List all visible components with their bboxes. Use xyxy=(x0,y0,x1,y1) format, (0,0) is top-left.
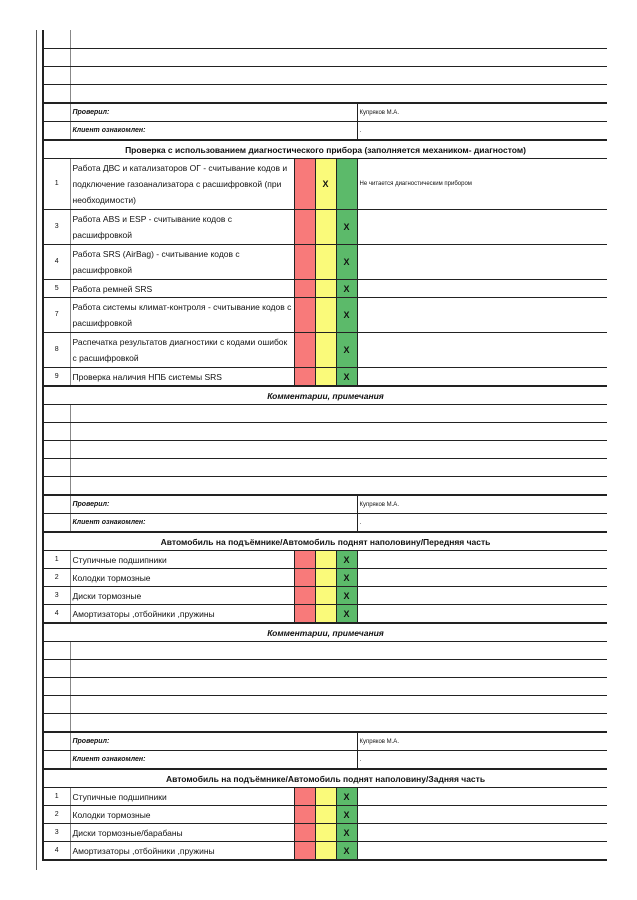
client-value[interactable]: . xyxy=(357,751,607,770)
checked-by-label: Проверил: xyxy=(70,103,357,122)
item-text: Работа системы климат-контроля - считывание кодов с расшифровкой xyxy=(70,298,294,333)
section-header-front xyxy=(43,532,607,551)
status-green[interactable]: X xyxy=(336,587,357,605)
status-red[interactable] xyxy=(294,280,315,298)
checked-by-label: Проверил: xyxy=(70,732,357,751)
comment-cell[interactable] xyxy=(70,67,607,85)
status-yellow[interactable]: X xyxy=(315,159,336,210)
comment-row xyxy=(43,49,607,67)
item-number: 9 xyxy=(43,368,70,387)
client-label: Клиент ознакомлен: xyxy=(70,122,357,141)
section-title: Автомобиль на подъёмнике/Автомобиль поднят наполовину/Передняя часть xyxy=(43,532,607,551)
item-text: Амортизаторы ,отбойники ,пружины xyxy=(70,842,294,861)
status-green[interactable]: X xyxy=(336,368,357,387)
comment-cell[interactable] xyxy=(70,477,607,496)
item-number: 7 xyxy=(43,298,70,333)
check-item xyxy=(43,824,607,842)
item-text: Проверка наличия НПБ системы SRS xyxy=(70,368,294,387)
status-green[interactable]: X xyxy=(336,210,357,245)
comment-row xyxy=(43,696,607,714)
checked-by-value[interactable]: Купряков М.А. xyxy=(357,103,607,122)
check-item xyxy=(43,280,607,298)
client-row xyxy=(43,514,607,533)
item-note[interactable]: Не читается диагностическим прибором xyxy=(357,159,607,210)
checked-by-row xyxy=(43,495,607,514)
comments-header xyxy=(43,623,607,642)
item-note[interactable] xyxy=(357,806,607,824)
status-red[interactable] xyxy=(294,587,315,605)
status-yellow[interactable] xyxy=(315,333,336,368)
item-number: 1 xyxy=(43,159,70,210)
status-yellow[interactable] xyxy=(315,605,336,624)
item-number: 3 xyxy=(43,587,70,605)
item-number: 1 xyxy=(43,788,70,806)
status-green[interactable]: X xyxy=(336,806,357,824)
check-item xyxy=(43,551,607,569)
status-yellow[interactable] xyxy=(315,368,336,387)
status-red[interactable] xyxy=(294,159,315,210)
check-item xyxy=(43,605,607,624)
item-note[interactable] xyxy=(357,788,607,806)
check-item xyxy=(43,159,607,210)
checked-by-row xyxy=(43,103,607,122)
status-red[interactable] xyxy=(294,551,315,569)
item-note[interactable] xyxy=(357,587,607,605)
item-text: Ступичные подшипники xyxy=(70,551,294,569)
comment-row xyxy=(43,441,607,459)
comment-cell[interactable] xyxy=(70,441,607,459)
item-number: 3 xyxy=(43,824,70,842)
status-red[interactable] xyxy=(294,824,315,842)
item-note[interactable] xyxy=(357,605,607,624)
client-value[interactable]: . xyxy=(357,514,607,533)
comment-cell[interactable] xyxy=(70,714,607,733)
status-green[interactable]: X xyxy=(336,333,357,368)
item-text: Работа ремней SRS xyxy=(70,280,294,298)
check-item xyxy=(43,587,607,605)
item-note[interactable] xyxy=(357,298,607,333)
comment-cell[interactable] xyxy=(70,49,607,67)
status-red[interactable] xyxy=(294,788,315,806)
item-number: 2 xyxy=(43,806,70,824)
comments-header xyxy=(43,386,607,405)
status-yellow[interactable] xyxy=(315,824,336,842)
checked-by-label: Проверил: xyxy=(70,495,357,514)
status-yellow[interactable] xyxy=(315,298,336,333)
check-item xyxy=(43,210,607,245)
comment-cell[interactable] xyxy=(70,696,607,714)
comment-row xyxy=(43,85,607,104)
comment-row xyxy=(43,714,607,733)
item-text: Ступичные подшипники xyxy=(70,788,294,806)
item-text: Диски тормозные xyxy=(70,587,294,605)
item-note[interactable] xyxy=(357,280,607,298)
status-green[interactable]: X xyxy=(336,245,357,280)
status-green[interactable] xyxy=(336,159,357,210)
client-row xyxy=(43,751,607,770)
section-header-rear xyxy=(43,769,607,788)
status-yellow[interactable] xyxy=(315,806,336,824)
item-text: Колодки тормозные xyxy=(70,806,294,824)
comment-row xyxy=(43,423,607,441)
comments-title: Комментарии, примечания xyxy=(43,386,607,405)
status-yellow[interactable] xyxy=(315,245,336,280)
comment-row xyxy=(43,660,607,678)
item-text: Работа ABS и ESP - считывание кодов с расшифровкой xyxy=(70,210,294,245)
comment-cell[interactable] xyxy=(70,660,607,678)
item-note[interactable] xyxy=(357,333,607,368)
status-green[interactable]: X xyxy=(336,605,357,624)
comment-row xyxy=(43,678,607,696)
status-green[interactable]: X xyxy=(336,569,357,587)
status-red[interactable] xyxy=(294,806,315,824)
status-red[interactable] xyxy=(294,210,315,245)
status-green[interactable]: X xyxy=(336,280,357,298)
section-title: Автомобиль на подъёмнике/Автомобиль поднят наполовину/Задняя часть xyxy=(43,769,607,788)
check-item xyxy=(43,245,607,280)
status-red[interactable] xyxy=(294,333,315,368)
status-yellow[interactable] xyxy=(315,587,336,605)
check-item xyxy=(43,788,607,806)
status-red[interactable] xyxy=(294,569,315,587)
item-text: Распечатка результатов диагностики с кодами ошибок с расшифровкой xyxy=(70,333,294,368)
item-text: Диски тормозные/барабаны xyxy=(70,824,294,842)
check-item xyxy=(43,333,607,368)
comment-cell[interactable] xyxy=(70,85,607,104)
item-number: 2 xyxy=(43,569,70,587)
status-green[interactable]: X xyxy=(336,842,357,861)
status-yellow[interactable] xyxy=(315,788,336,806)
client-value[interactable]: . xyxy=(357,122,607,141)
item-note[interactable] xyxy=(357,842,607,861)
comment-cell[interactable] xyxy=(70,30,607,49)
check-item xyxy=(43,806,607,824)
status-green[interactable]: X xyxy=(336,298,357,333)
status-green[interactable]: X xyxy=(336,788,357,806)
item-number: 5 xyxy=(43,280,70,298)
status-red[interactable] xyxy=(294,245,315,280)
item-number: 8 xyxy=(43,333,70,368)
item-number: 1 xyxy=(43,551,70,569)
status-red[interactable] xyxy=(294,368,315,387)
page-border-line xyxy=(36,30,37,870)
comment-row xyxy=(43,459,607,477)
inspection-sheet xyxy=(42,30,606,861)
item-note[interactable] xyxy=(357,368,607,387)
status-red[interactable] xyxy=(294,298,315,333)
client-label: Клиент ознакомлен: xyxy=(70,514,357,533)
comment-row xyxy=(43,405,607,423)
inspection-table xyxy=(42,30,607,861)
item-number: 4 xyxy=(43,842,70,861)
comments-title: Комментарии, примечания xyxy=(43,623,607,642)
comment-row xyxy=(43,30,607,49)
comment-cell[interactable] xyxy=(70,459,607,477)
item-number: 4 xyxy=(43,245,70,280)
comment-cell[interactable] xyxy=(70,423,607,441)
item-note[interactable] xyxy=(357,210,607,245)
item-number: 3 xyxy=(43,210,70,245)
item-number: 4 xyxy=(43,605,70,624)
item-text: Амортизаторы ,отбойники ,пружины xyxy=(70,605,294,624)
status-yellow[interactable] xyxy=(315,551,336,569)
check-item xyxy=(43,569,607,587)
section-header-diagnostics xyxy=(43,140,607,159)
section-title: Проверка с использованием диагностического прибора (заполняется механиком- диагностом) xyxy=(43,140,607,159)
item-note[interactable] xyxy=(357,569,607,587)
item-text: Работа SRS (AirBag) - считывание кодов с расшифровкой xyxy=(70,245,294,280)
status-yellow[interactable] xyxy=(315,280,336,298)
comment-row xyxy=(43,477,607,496)
client-row xyxy=(43,122,607,141)
status-yellow[interactable] xyxy=(315,842,336,861)
item-note[interactable] xyxy=(357,551,607,569)
check-item xyxy=(43,842,607,861)
status-yellow[interactable] xyxy=(315,569,336,587)
status-green[interactable]: X xyxy=(336,824,357,842)
check-item xyxy=(43,298,607,333)
comment-row xyxy=(43,642,607,660)
comment-cell[interactable] xyxy=(70,642,607,660)
comment-row xyxy=(43,67,607,85)
status-red[interactable] xyxy=(294,842,315,861)
status-green[interactable]: X xyxy=(336,551,357,569)
item-text: Работа ДВС и катализаторов ОГ - считывание кодов и подключение газоанализатора с расшифровкой (при необходимости) xyxy=(70,159,294,210)
checked-by-value[interactable]: Купряков М.А. xyxy=(357,732,607,751)
check-item xyxy=(43,368,607,387)
item-note[interactable] xyxy=(357,245,607,280)
item-note[interactable] xyxy=(357,824,607,842)
checked-by-row xyxy=(43,732,607,751)
checked-by-value[interactable]: Купряков М.А. xyxy=(357,495,607,514)
item-text: Колодки тормозные xyxy=(70,569,294,587)
status-red[interactable] xyxy=(294,605,315,624)
client-label: Клиент ознакомлен: xyxy=(70,751,357,770)
comment-cell[interactable] xyxy=(70,678,607,696)
comment-cell[interactable] xyxy=(70,405,607,423)
status-yellow[interactable] xyxy=(315,210,336,245)
